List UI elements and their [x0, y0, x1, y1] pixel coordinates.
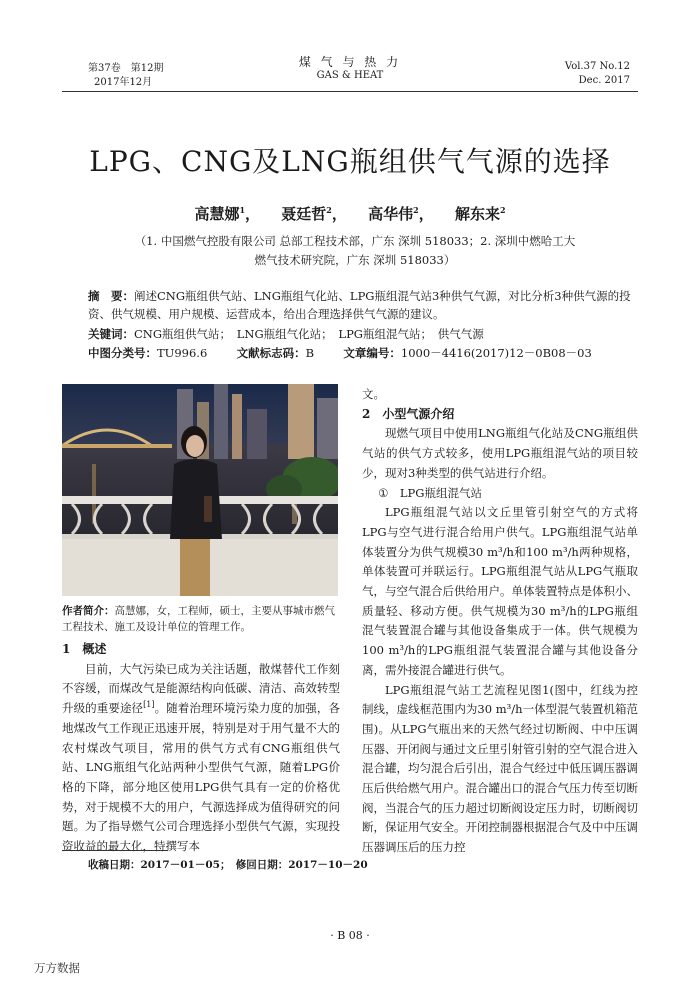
author-list	[60, 203, 640, 224]
paragraph-continuation: 文。	[362, 387, 385, 401]
abstract-text: 阐述CNG瓶组供气站、LNG瓶组气化站、LPG瓶组混气站3种供气气源，对比分析3种供气源的投资、供气规模、用户规模、运营成本，给出合理选择供气气源的建议。	[88, 289, 631, 321]
watermark: 万方数据	[34, 961, 80, 975]
footnote-rule	[62, 850, 167, 851]
author: 聂廷哲$^2$，	[281, 205, 347, 223]
journal-name-en: GAS & HEAT	[316, 70, 384, 81]
date-cn: 2017年12月	[94, 77, 153, 88]
page-number: · B 08 ·	[330, 929, 370, 942]
abstract-label: 摘 要：	[88, 289, 134, 303]
volume-issue-en: Vol.37 No.12	[564, 61, 630, 72]
affiliation: （1. 中国燃气控股有限公司 总部工程技术部，广东 深圳 518033；2. 深圳中燃哈工大 燃气技术研究院，广东 深圳 518033）	[134, 234, 576, 267]
abstract	[88, 287, 633, 323]
author-bio-text: 高慧娜，女，工程师，硕士，主要从事城市燃气工程技术、施工及设计单位的管理工作。	[62, 605, 335, 633]
section-1	[62, 640, 340, 857]
header-left	[88, 62, 218, 90]
classification-line: 中图分类号：TU996.6 文献标志码：B 文章编号：1000－4416(2017)12－0B08－03	[88, 346, 592, 360]
volume-issue-cn: 第37卷 第12期	[88, 63, 164, 74]
paragraph: LPG瓶组混气站工艺流程见图1(图中，红线为控制线，虚线框范围内为30 m³/h一体型混气装置机箱范围)。从LPG气瓶出来的天然气经过切断阀、中中压调压器、开闭阀与通过文丘里引射管引射的空气混合进入混合罐，均匀混合后引出，混合气经过中低压调压器调压后供给燃气用户。混合罐出口的混合气压力传至切断阀，当混合气的压力超过切断阀设定压力时，切断阀切断，保证用气安全。开闭控制器根据混合气及中中压调压器调压后的压力控	[362, 682, 638, 855]
author-photo	[62, 384, 338, 596]
header-right	[520, 60, 630, 88]
section-heading: 1 概述	[62, 642, 107, 656]
keywords	[88, 325, 633, 343]
header-rule	[62, 91, 638, 92]
author-bio	[62, 603, 340, 635]
subsection-heading: ① LPG瓶组混气站	[378, 485, 482, 500]
author: 解东来$^2$	[454, 205, 506, 223]
author-bio-label: 作者简介：	[62, 605, 115, 617]
paragraph: 现燃气项目中使用LNG瓶组气化站及CNG瓶组供气站的供气方式较多，使用LPG瓶组混气站的项目较少，现对3种类型的供气站进行介绍。	[362, 426, 638, 480]
paragraph: 目前，大气污染已成为关注话题，散煤替代工作刻不容缓，而煤改气是能源结构向低碳、清洁、高效转型升级的重要途径[1]。随着治理环境污染力度的加强，各地煤改气工作现正迅速开展，特别是对于用气量不大的农村煤改气项目，常用的供气方式有CNG瓶组供气站、LNG瓶组气化站两种小型供气气源，随着LPG价格的下降，部分地区使用LPG供气具有一定的价格优势，对于规模不大的用户，气源选择成为值得研究的问题。为了指导燃气公司合理选择小型供气气源，实现投资收益的最大化，特撰写本	[62, 661, 340, 854]
paper-title: LPG、CNG及LNG瓶组供气气源的选择	[89, 145, 611, 178]
section-heading: 2 小型气源介绍	[362, 406, 455, 421]
journal-name-cn: 煤 气 与 热 力	[298, 55, 402, 69]
paragraph: LPG瓶组混气站以文丘里管引射空气的方式将LPG与空气进行混合给用户供气。LPG瓶组混气站单体装置分为供气规模30 m³/h和100 m³/h两种规格，单体装置可并联运行。LPG瓶组混气站从LPG气瓶取气，与空气混合后供给用户。单体装置特点是体积小、质量轻、移动方便。供气规模为30 m³/h的LPG瓶组混气装置混合罐与其他设备集成于一体。供气规模为100 m³/h的LPG瓶组混气装置混合罐与其他设备分离，需外接混合罐进行供气。	[362, 505, 638, 677]
author: 高华伟$^2$，	[368, 205, 434, 223]
keywords-text: CNG瓶组供气站； LNG瓶组气化站； LPG瓶组混气站； 供气气源	[134, 327, 484, 341]
keywords-label: 关键词：	[88, 327, 134, 341]
right-column	[362, 385, 638, 858]
author: 高慧娜$^1$，	[194, 205, 261, 223]
date-en: Dec. 2017	[578, 75, 630, 86]
header-center	[280, 55, 420, 83]
received-dates: 收稿日期：2017－01－05； 修回日期：2017－10－20	[88, 859, 368, 871]
